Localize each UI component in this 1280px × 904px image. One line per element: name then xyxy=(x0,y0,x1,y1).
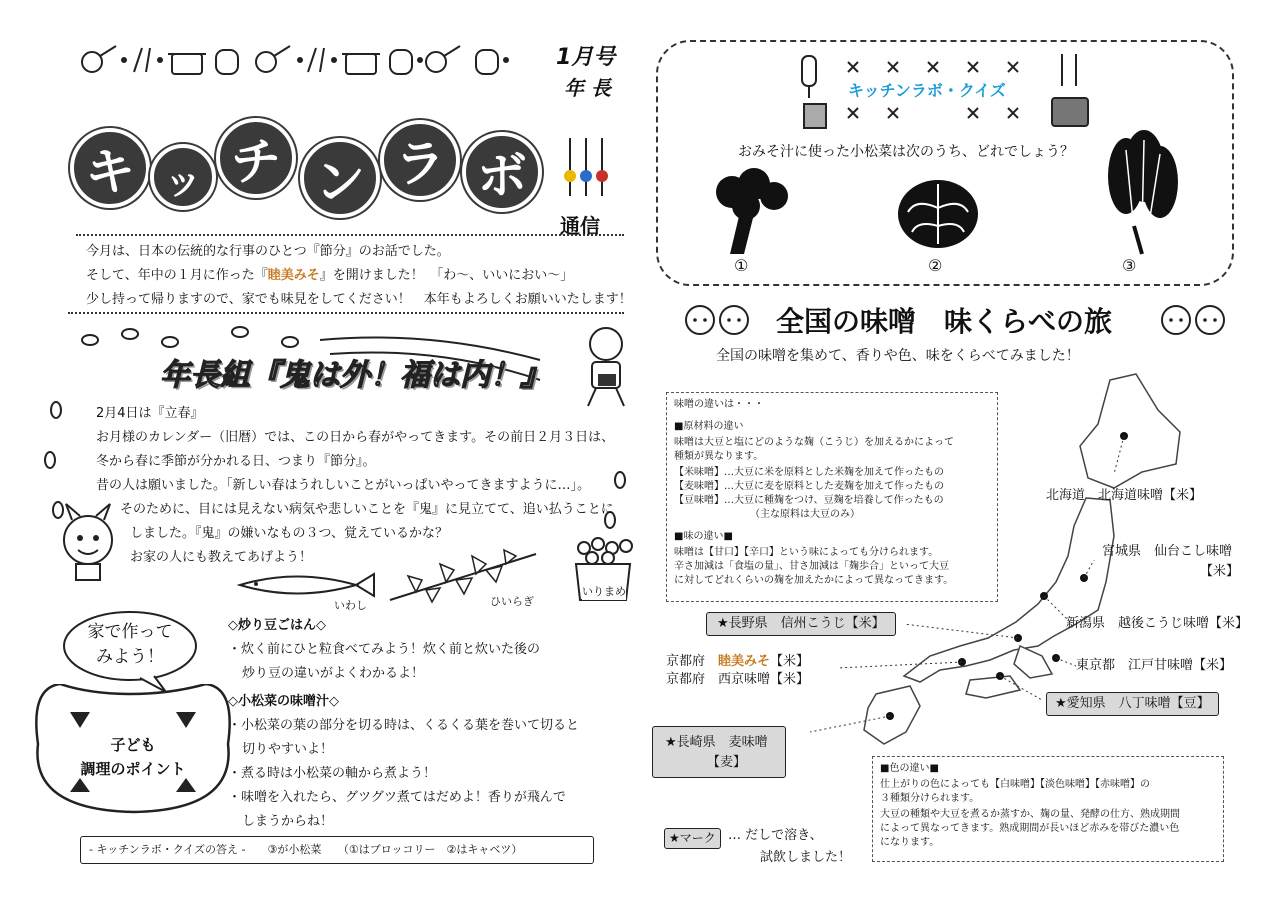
title-char: ボ xyxy=(462,132,542,212)
miso-title: 全国の味噌 味くらべの旅 xyxy=(776,305,1113,338)
info-text: 味噌は大豆と塩にどのような麹（こうじ）を加えるかによって xyxy=(674,437,954,448)
miso-region-label: 北海道 北海道味噌【米】 xyxy=(1046,488,1203,503)
quiz-option: ③ xyxy=(1122,256,1137,275)
info-text: 仕上がりの色によっても【白味噌】【淡色味噌】【赤味噌】の xyxy=(880,779,1150,790)
intro-text: そして、年中の１月に作った『 xyxy=(86,268,268,283)
miso-tasted-box: ★長野県 信州こうじ【米】 xyxy=(706,612,896,636)
region-text: 【麦】 xyxy=(707,755,747,770)
title-char: キ xyxy=(70,128,150,208)
divider xyxy=(76,234,624,236)
broccoli-icon xyxy=(710,168,794,262)
info-text: になります。 xyxy=(880,837,940,848)
mark-note: 試飲しました！ xyxy=(760,850,852,865)
setsubun-para: しました。『鬼』の嫌いなもの３つ、覚えているかな？ xyxy=(130,526,448,541)
setsubun-title: 年長組『鬼は外！福は内！』 xyxy=(160,358,550,393)
quiz-question: おみそ汁に使った小松菜は次のうち、どれでしょう？ xyxy=(738,144,1074,160)
quiz-option: ① xyxy=(734,256,749,275)
kitchen-utensils-banner xyxy=(76,40,516,80)
info-text: 味噌は【甘口】【辛口】という味によっても分けられます。 xyxy=(674,547,939,558)
info-text: 辛さ加減は「食塩の量」、甘さ加減は「麹歩合」といって大豆 xyxy=(674,561,949,572)
info-text: 種類が異なります。 xyxy=(674,451,764,462)
setsubun-para: お月様のカレンダー（旧暦）では、この日から春がやってきます。その前日２月３日は、 xyxy=(96,430,615,445)
intro-text: 』を開けました！ 「わ〜、いいにおい〜」 xyxy=(319,268,574,283)
recipe-line: 炒り豆の違いがよくわかるよ！ xyxy=(242,666,425,681)
cabbage-icon xyxy=(896,178,980,254)
quiz-title: キッチンラボ・クイズ xyxy=(848,81,1006,100)
recipe-line: 切りやすいよ！ xyxy=(242,742,334,757)
info-text: 【米味噌】…大豆に米を原料とした米麹を加えて作ったもの xyxy=(674,467,944,478)
star-mark-legend: ★マーク xyxy=(664,828,721,849)
item-label: ひいらぎ xyxy=(490,595,534,608)
recipe-line: しまうからね！ xyxy=(242,814,334,829)
recipe-line: ・味噌を入れたら、グツグツ煮てはだめよ！香りが飛んで xyxy=(228,790,566,805)
info-text: ３種類分けられます。 xyxy=(880,793,980,804)
intro-line-2 xyxy=(86,266,573,286)
title-char: ッ xyxy=(150,144,216,210)
recipe-line: ・炊く前にひと粒食べてみよう！炊く前と炊いた後の xyxy=(228,642,541,657)
region-text: ★長崎県 麦味噌 xyxy=(665,735,768,750)
title-char: ン xyxy=(300,138,380,218)
cutlery-people-icon xyxy=(562,136,622,210)
oni-mouth-frame xyxy=(30,684,236,814)
item-label: いりまめ xyxy=(582,585,626,598)
komatsuna-icon xyxy=(1104,130,1180,260)
info-text: 大豆の種類や大豆を煮るか蒸すか、麹の量、発酵の仕方、熟成期間 xyxy=(880,809,1180,820)
setsubun-para: 冬から春に季節が分かれる日、つまり『節分』。 xyxy=(96,454,376,469)
recipe-title: ◇小松菜の味噌汁◇ xyxy=(228,694,339,709)
intro-line-1: 今月は、日本の伝統的な行事のひとつ『節分』のお話でした。 xyxy=(86,244,450,259)
quiz-answer: - キッチンラボ・クイズの答え - ③が小松菜 （①はブロッコリー ②はキャベツ） xyxy=(80,836,594,864)
info-text: ■色の違い■ xyxy=(880,763,939,774)
info-text: ■原材料の違い xyxy=(674,421,744,432)
child-throwing-beans-illustration xyxy=(570,322,640,416)
point-label: 調理のポイント xyxy=(80,760,186,778)
miso-subtitle: 全国の味噌を集めて、香りや色、味をくらべてみました！ xyxy=(716,348,1080,364)
point-label: 子ども xyxy=(110,736,156,754)
item-label: いわし xyxy=(334,599,367,612)
info-text: に対してどれくらいの麹を加えたかによって異なってきます。 xyxy=(674,575,954,586)
utensils-icon xyxy=(76,40,516,80)
miso-region-label: 東京都 江戸甘味噌【米】 xyxy=(1076,658,1233,673)
info-text: 味噌の違いは・・・ xyxy=(674,399,764,410)
bubble-text: 家で作って みよう！ xyxy=(87,622,173,667)
miso-region-label: 新潟県 越後こうじ味噌【米】 xyxy=(1066,616,1249,631)
setsubun-para: 2月4日は『立春』 xyxy=(96,406,204,421)
info-text: 【豆味噌】…大豆に種麹をつけ、豆麹を培養して作ったもの xyxy=(674,495,944,506)
oni-illustration xyxy=(48,500,128,594)
info-text: によって異なってきます。熟成期間が長いほど赤みを帯びた濃い色 xyxy=(880,823,1180,834)
info-text: （主な原料は大豆のみ） xyxy=(750,509,860,520)
region-text: 【米】 xyxy=(770,654,810,669)
miso-region-label: 宮城県 仙台こし味噌 xyxy=(1102,544,1233,559)
setsubun-para: お家の人にも教えてあげよう！ xyxy=(130,550,313,565)
title-char: ラ xyxy=(380,120,460,200)
info-text: 【麦味噌】…大豆に麦を原料とした麦麹を加えて作ったもの xyxy=(674,481,944,492)
miso-tasted-box: ★愛知県 八丁味噌【豆】 xyxy=(1046,692,1219,716)
intro-line-3: 少し持って帰りますので、家でも味見をしてください！ 本年もよろしくお願いいたします！ xyxy=(86,292,632,307)
miso-region-label: 京都府 西京味噌【米】 xyxy=(666,672,810,687)
recipe-title: ◇炒り豆ごはん◇ xyxy=(228,618,326,633)
info-text: ■味の違い■ xyxy=(674,531,733,542)
title-suffix: 通信 xyxy=(560,214,600,238)
issue-month: 1月号 xyxy=(556,45,616,70)
miso-region-label: 【米】 xyxy=(1200,564,1240,579)
region-text: 京都府 xyxy=(666,654,719,669)
speech-bubble xyxy=(62,610,198,682)
quiz-option: ② xyxy=(928,256,943,275)
issue-grade: 年 長 xyxy=(564,76,611,100)
setsubun-para: そのために、目には見えない病気や悲しいことを『鬼』に見立てて、追い払うことに xyxy=(120,502,614,517)
setsubun-para: 昔の人は願いました。「新しい春はうれしいことがいっぱいやってきますように…」。 xyxy=(96,478,591,493)
title-char: チ xyxy=(216,118,296,198)
recipe-line: ・煮る時は小松菜の軸から煮よう！ xyxy=(228,766,437,781)
recipe-line: ・小松菜の葉の部分を切る時は、くるくる葉を巻いて切ると xyxy=(228,718,580,733)
mark-note: … だしで溶き、 xyxy=(728,828,823,843)
miso-name-highlight: 睦美みそ xyxy=(267,268,320,283)
kids-faces-icon xyxy=(682,302,754,342)
miso-tasted-box xyxy=(652,726,786,778)
divider xyxy=(68,312,624,314)
kids-faces-icon xyxy=(1158,302,1230,342)
newsletter-title xyxy=(64,114,564,224)
miso-name-highlight: 睦美みそ xyxy=(718,654,771,669)
